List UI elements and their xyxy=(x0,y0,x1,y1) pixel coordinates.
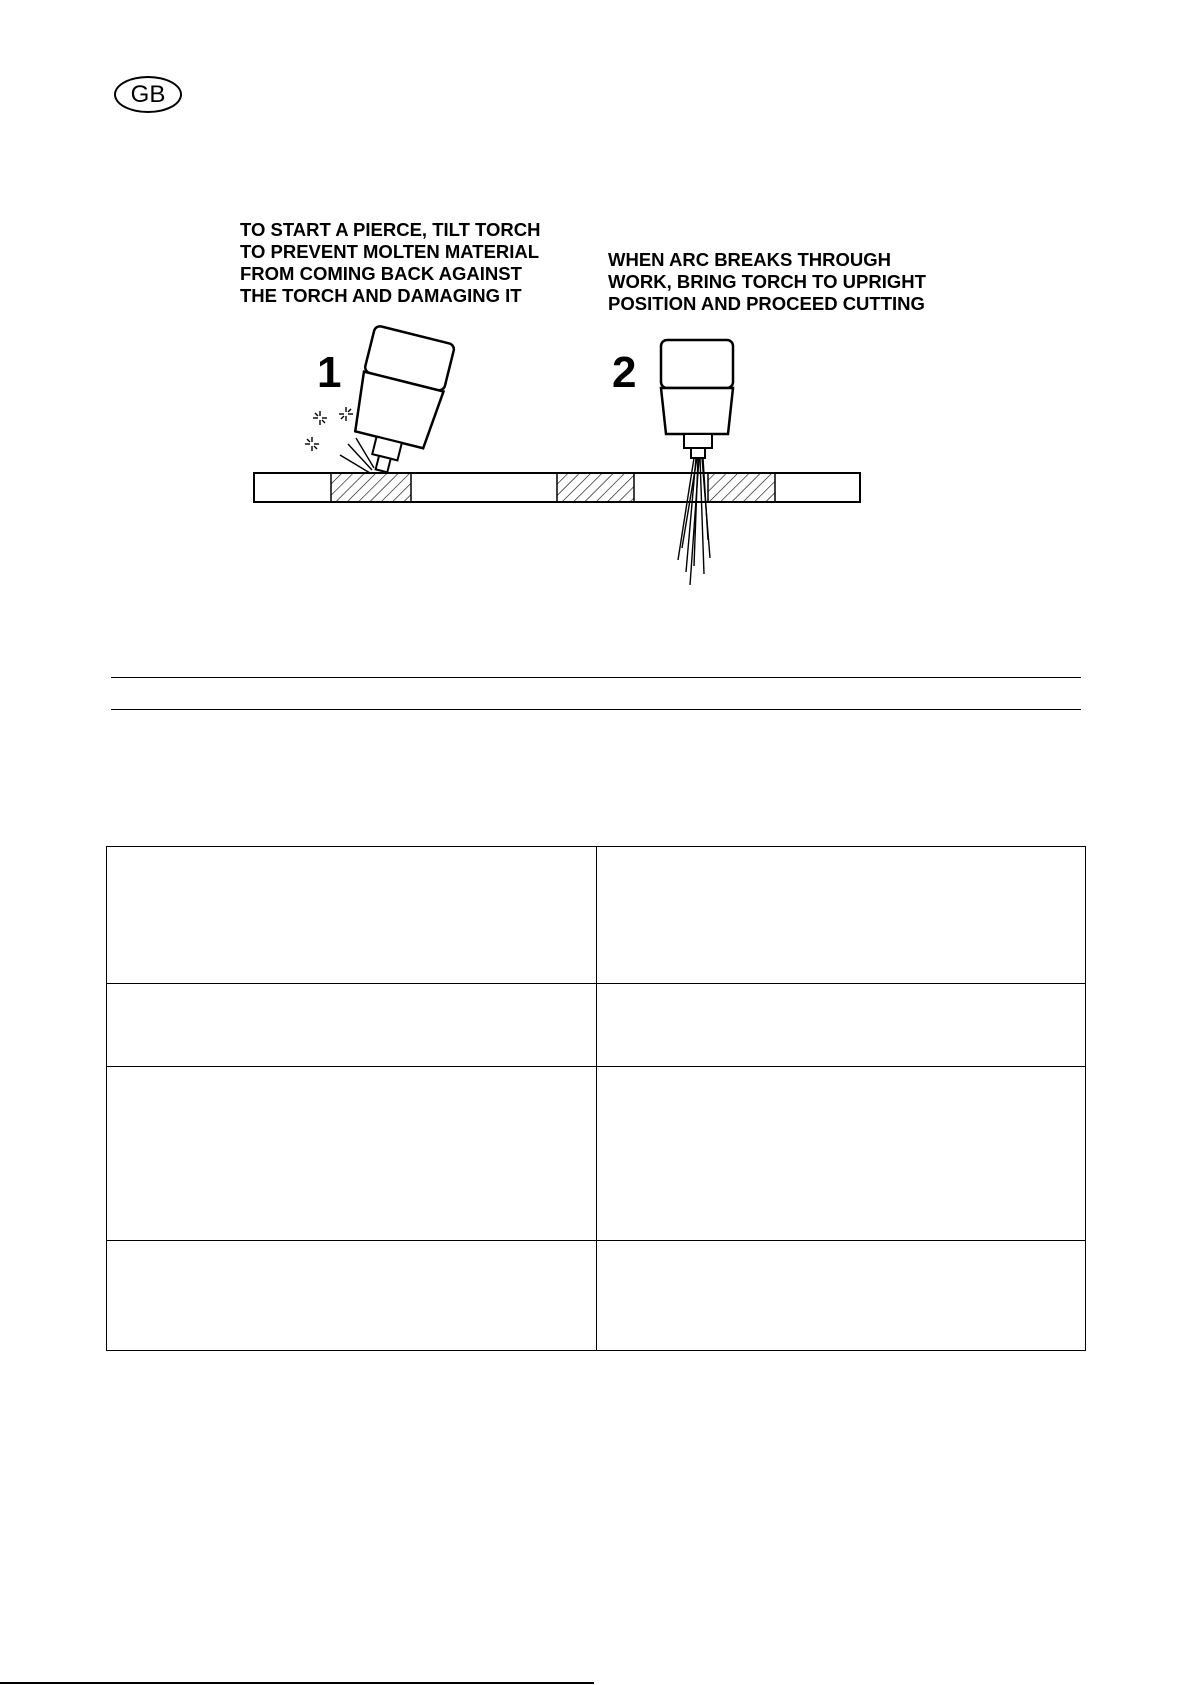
step-2-caption: WHEN ARC BREAKS THROUGH WORK, BRING TORCH TO UPRIGHT POSITION AND PROCEED CUTTING xyxy=(608,249,926,314)
workpiece-plate xyxy=(254,473,860,502)
country-code: GB xyxy=(130,80,166,108)
empty-table xyxy=(106,846,1086,1351)
table-cell xyxy=(107,1067,597,1241)
table-row xyxy=(107,984,1086,1067)
hatched-section-2 xyxy=(557,473,634,502)
hatched-section-1 xyxy=(331,473,411,502)
pierce-technique-illustration xyxy=(0,0,1191,600)
table-cell xyxy=(107,1241,597,1351)
divider-top xyxy=(111,677,1081,678)
hatched-section-3 xyxy=(708,473,775,502)
table-cell xyxy=(107,984,597,1067)
table-cell xyxy=(107,847,597,984)
upright-torch-icon xyxy=(661,340,733,458)
divider-bottom xyxy=(111,709,1081,710)
table-row xyxy=(107,847,1086,984)
tilted-torch-icon xyxy=(342,325,455,481)
table-cell xyxy=(597,1241,1086,1351)
table-cell xyxy=(597,847,1086,984)
step-2-number: 2 xyxy=(612,348,637,397)
step-1-caption: TO START A PIERCE, TILT TORCH TO PREVENT MOLTEN MATERIAL FROM COMING BACK AGAINST THE TORCH AND DAMAGING IT xyxy=(240,219,541,306)
table-cell xyxy=(597,984,1086,1067)
table-row xyxy=(107,1241,1086,1351)
footer-rule xyxy=(0,1682,594,1684)
table-row xyxy=(107,1067,1086,1241)
table-cell xyxy=(597,1067,1086,1241)
step-1-number: 1 xyxy=(317,348,342,397)
